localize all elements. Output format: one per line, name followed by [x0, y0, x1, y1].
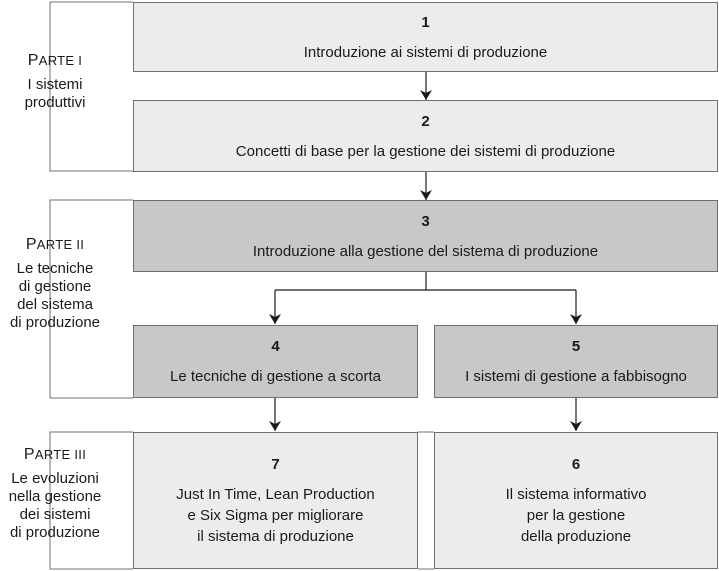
part-2-label — [2, 236, 108, 332]
part-1-description: I sistemi produttivi — [24, 76, 86, 111]
part-2-title: PARTE II — [25, 236, 85, 253]
chapter-5-number: 5 — [571, 338, 581, 355]
part-3-label — [2, 446, 108, 542]
chapter-3-box — [133, 200, 718, 272]
chapter-2-title: Concetti di base per la gestione dei sistemi di produzione — [235, 142, 616, 160]
chapter-1-number: 1 — [421, 13, 430, 31]
part-1-title: PARTE I — [27, 52, 83, 69]
chapter-4-number: 4 — [271, 338, 280, 355]
chapter-2-box — [133, 100, 718, 172]
chapter-6-title: Il sistema informativo per la gestione della produzione — [505, 486, 647, 545]
chapter-4-title: Le tecniche di gestione a scorta — [170, 368, 381, 385]
part-1-label — [2, 52, 108, 112]
chapter-6-number: 6 — [571, 456, 581, 473]
chapter-7-title: Just In Time, Lean Production e Six Sigma per migliorare il sistema di produzione — [176, 486, 375, 545]
chapter-2-number: 2 — [421, 112, 430, 130]
chapter-4-box — [133, 325, 418, 398]
part-2-description: Le tecniche di gestione del sistema di produzione — [9, 260, 101, 331]
chapter-5-title: I sistemi di gestione a fabbisogno — [465, 368, 687, 385]
chapter-3-title: Introduzione alla gestione del sistema di produzione — [252, 242, 599, 260]
part-3-title: PARTE III — [23, 446, 87, 463]
chapter-1-box — [133, 2, 718, 72]
chapter-1-title: Introduzione ai sistemi di produzione — [303, 43, 548, 61]
chapter-7-box — [133, 432, 418, 569]
split-line — [275, 272, 576, 290]
chapter-7-number: 7 — [271, 456, 280, 473]
part-3-description: Le evoluzioni nella gestione dei sistemi di produzione — [8, 470, 102, 541]
chapter-5-box — [434, 325, 718, 398]
chapter-6-box — [434, 432, 718, 569]
chapter-3-number: 3 — [421, 212, 430, 230]
